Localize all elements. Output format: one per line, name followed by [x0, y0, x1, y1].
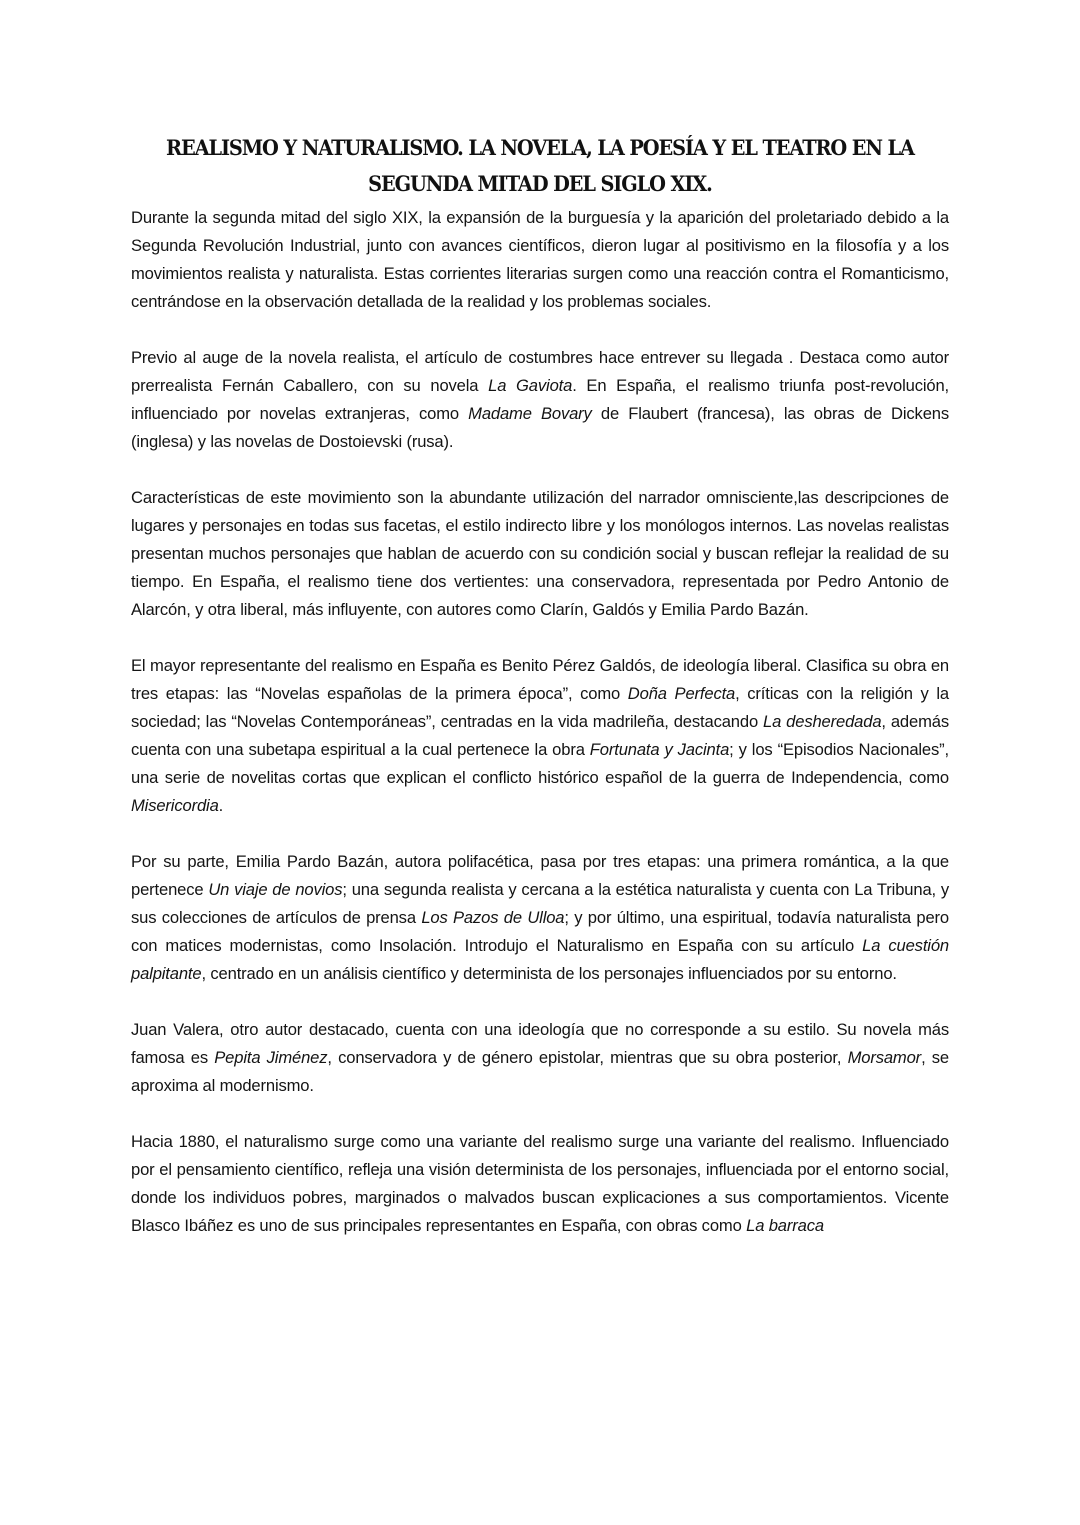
title-line-2: SEGUNDA MITAD DEL SIGLO XIX.: [368, 171, 712, 196]
text-run: ; y los “Episodios Nacionales”, una serie de novelitas cortas que explican el conflicto histórico español de la guerra de Independencia, como: [131, 740, 949, 787]
work-title: La barraca: [746, 1216, 824, 1235]
text-run: Hacia 1880, el naturalismo surge como una variante del realismo surge una variante del realismo. Influenciado por el pensamiento científico, refleja una visión determinista de los personajes, influenciada por el entorno social, donde los individuos pobres, marginados o malvados buscan explicaciones a sus comportamientos. Vicente Blasco Ibáñez es uno de sus principales representantes en España, con obras como: [131, 1132, 949, 1235]
text-run: , críticas con la religión y la sociedad; las “Novelas Contemporáneas”, centradas en la vida madrileña, destacando: [131, 684, 949, 731]
paragraph-intro: [131, 204, 949, 316]
work-title: La Gaviota: [488, 376, 573, 395]
text-run: , además cuenta con una subetapa espiritual a la cual pertenece la obra: [131, 712, 949, 759]
text-run: ; una segunda realista y cercana a la estética naturalista y cuenta con La Tribuna, y sus colecciones de artículos de prensa: [131, 880, 949, 927]
work-title: Fortunata y Jacinta: [589, 740, 730, 759]
text-run: .: [218, 796, 224, 815]
text-run: Durante la segunda mitad del siglo XIX, la expansión de la burguesía y la aparición del proletariado debido a la Segunda Revolución Industrial, junto con avances científicos, dieron lugar al positivismo en la filosofía y a los movimientos realista y naturalista. Estas corrientes literarias surgen como una reacción contra el Romanticismo, centrándose en la observación detallada de la realidad y los problemas sociales.: [131, 208, 949, 311]
paragraph-pardo-bazan: [131, 848, 949, 988]
work-title: Un viaje de novios: [208, 880, 343, 899]
paragraph-prerrealismo: [131, 344, 949, 456]
work-title: Doña Perfecta: [627, 684, 736, 703]
paragraph-galdos: [131, 652, 949, 820]
text-run: . En España, el realismo triunfa post-revolución, influenciado por novelas extranjeras, como: [131, 376, 949, 423]
text-run: , centrado en un análisis científico y determinista de los personajes influenciados por su entorno.: [201, 964, 897, 983]
title-line-1: REALISMO Y NATURALISMO. LA NOVELA, LA POESÍA Y EL TEATRO EN LA: [166, 135, 914, 160]
work-title: Los Pazos de Ulloa: [421, 908, 565, 927]
text-run: Previo al auge de la novela realista, el artículo de costumbres hace entrever su llegada . Destaca como autor prerrealista Fernán Caballero, con su novela: [131, 348, 949, 395]
text-run: de Flaubert (francesa), las obras de Dickens (inglesa) y las novelas de Dostoievski (rusa).: [131, 404, 949, 451]
work-title: Morsamor: [847, 1048, 922, 1067]
text-run: , se aproxima al modernismo.: [131, 1048, 949, 1095]
text-run: Características de este movimiento son la abundante utilización del narrador omnisciente,las descripciones de lugares y personajes en todas sus facetas, el estilo indirecto libre y los monólogos internos. Las novelas realistas presentan muchos personajes que hablan de acuerdo con su condición social y buscan reflejar la realidad de su tiempo. En España, el realismo tiene dos vertientes: una conservadora, representada por Pedro Antonio de Alarcón, y otra liberal, más influyente, con autores como Clarín, Galdós y Emilia Pardo Bazán.: [131, 488, 949, 619]
work-title: Madame Bovary: [468, 404, 592, 423]
text-run: Juan Valera, otro autor destacado, cuenta con una ideología que no corresponde a su estilo. Su novela más famosa es: [131, 1020, 949, 1067]
paragraph-naturalismo: [131, 1128, 949, 1240]
work-title: La desheredada: [763, 712, 882, 731]
text-run: Por su parte, Emilia Pardo Bazán, autora polifacética, pasa por tres etapas: una primera romántica, a la que pertenece: [131, 852, 949, 899]
document-title: [145, 130, 934, 202]
paragraph-caracteristicas: [131, 484, 949, 624]
work-title: Misericordia: [131, 796, 219, 815]
paragraph-valera: [131, 1016, 949, 1100]
work-title: Pepita Jiménez: [214, 1048, 328, 1067]
document-page: [131, 130, 949, 1268]
text-run: El mayor representante del realismo en España es Benito Pérez Galdós, de ideología liberal. Clasifica su obra en tres etapas: las “Novelas españolas de la primera época”, como: [131, 656, 949, 703]
text-run: , conservadora y de género epistolar, mientras que su obra posterior,: [327, 1048, 848, 1067]
text-run: ; y por último, una espiritual, todavía naturalista pero con matices modernistas, como Insolación. Introdujo el Naturalismo en España con su artículo: [131, 908, 950, 955]
work-title: La cuestión palpitante: [131, 936, 949, 983]
